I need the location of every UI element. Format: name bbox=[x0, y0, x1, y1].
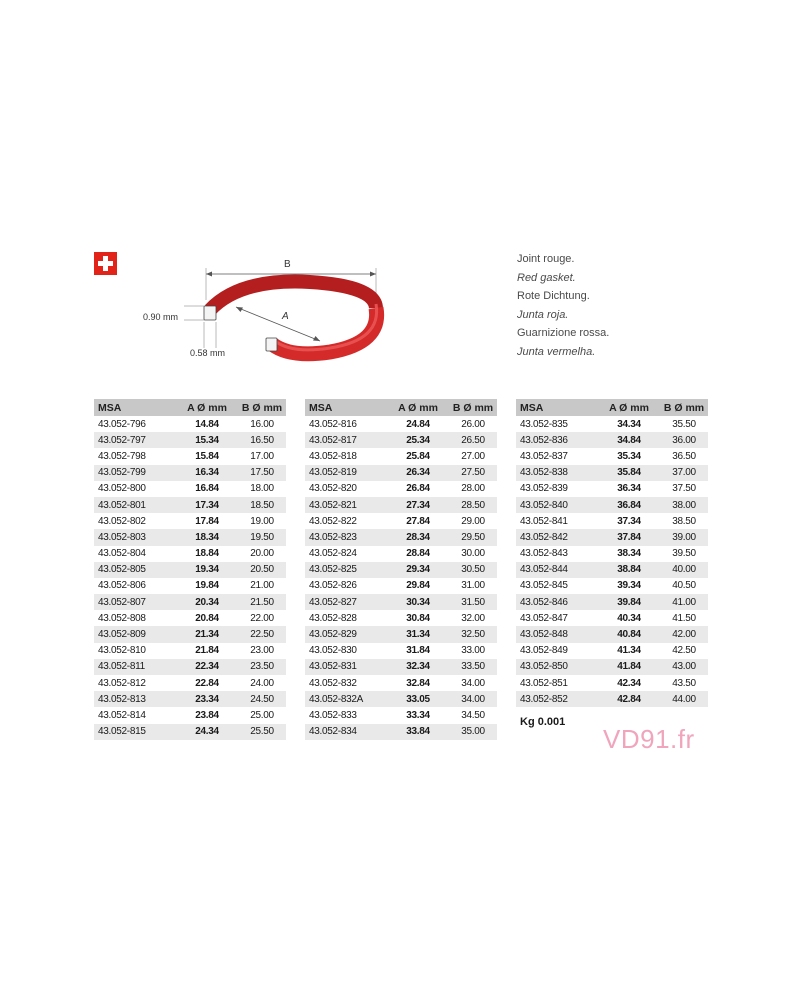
dimension-width-label: 0.58 mm bbox=[190, 348, 226, 358]
b-diameter-cell: 29.00 bbox=[461, 515, 485, 527]
a-diameter-cell: 28.34 bbox=[387, 529, 449, 545]
a-diameter-cell: 39.34 bbox=[617, 580, 641, 592]
table-row bbox=[305, 529, 497, 545]
b-diameter-cell: 17.00 bbox=[250, 450, 274, 462]
b-diameter-cell: 32.50 bbox=[449, 626, 497, 642]
b-diameter-cell: 36.50 bbox=[672, 450, 696, 462]
msa-cell: 43.052-817 bbox=[305, 432, 387, 448]
column-header: A Ø mm bbox=[387, 399, 449, 416]
a-diameter-cell: 27.84 bbox=[406, 515, 430, 527]
msa-cell: 43.052-835 bbox=[520, 418, 568, 430]
b-diameter-cell: 19.50 bbox=[238, 529, 286, 545]
msa-cell: 43.052-828 bbox=[309, 612, 357, 624]
b-diameter-cell: 40.50 bbox=[672, 580, 696, 592]
a-diameter-cell: 40.34 bbox=[617, 612, 641, 624]
msa-cell: 43.052-799 bbox=[94, 465, 176, 481]
a-diameter-cell: 24.84 bbox=[406, 418, 430, 430]
msa-cell: 43.052-798 bbox=[98, 450, 146, 462]
a-diameter-cell: 16.34 bbox=[176, 465, 238, 481]
msa-cell: 43.052-816 bbox=[309, 418, 357, 430]
a-diameter-cell: 23.34 bbox=[176, 691, 238, 707]
a-diameter-cell: 33.34 bbox=[406, 709, 430, 721]
table-row bbox=[305, 481, 497, 497]
column-header: B Ø mm bbox=[449, 399, 497, 416]
a-diameter-cell: 22.84 bbox=[195, 677, 219, 689]
table-row bbox=[516, 610, 708, 626]
msa-cell: 43.052-810 bbox=[98, 645, 146, 657]
dimension-height-label: 0.90 mm bbox=[143, 312, 179, 322]
msa-cell: 43.052-811 bbox=[94, 659, 176, 675]
msa-cell: 43.052-839 bbox=[520, 483, 568, 495]
msa-cell: 43.052-822 bbox=[309, 515, 357, 527]
table-row bbox=[516, 465, 708, 481]
b-diameter-cell: 27.50 bbox=[449, 465, 497, 481]
a-diameter-cell: 34.84 bbox=[598, 432, 660, 448]
table-row bbox=[94, 497, 286, 513]
msa-cell: 43.052-824 bbox=[309, 548, 357, 560]
table-row bbox=[516, 481, 708, 497]
b-diameter-cell: 21.00 bbox=[250, 580, 274, 592]
msa-cell: 43.052-831 bbox=[305, 659, 387, 675]
table-row bbox=[94, 643, 286, 659]
table-row bbox=[94, 724, 286, 740]
b-diameter-cell: 17.50 bbox=[238, 465, 286, 481]
b-diameter-cell: 27.00 bbox=[461, 450, 485, 462]
msa-cell: 43.052-849 bbox=[520, 645, 568, 657]
table-row bbox=[305, 578, 497, 594]
a-diameter-cell: 33.05 bbox=[387, 691, 449, 707]
column-header: B Ø mm bbox=[238, 399, 286, 416]
b-diameter-cell: 20.00 bbox=[250, 548, 274, 560]
table-row bbox=[305, 724, 497, 740]
msa-cell: 43.052-834 bbox=[305, 724, 387, 740]
table-row bbox=[94, 675, 286, 691]
b-diameter-cell: 22.00 bbox=[250, 612, 274, 624]
msa-cell: 43.052-829 bbox=[305, 626, 387, 642]
msa-cell: 43.052-803 bbox=[94, 529, 176, 545]
table-row bbox=[305, 432, 497, 448]
table-row bbox=[94, 691, 286, 707]
b-diameter-cell: 33.00 bbox=[461, 645, 485, 657]
msa-cell: 43.052-838 bbox=[516, 465, 598, 481]
a-diameter-cell: 19.84 bbox=[195, 580, 219, 592]
b-diameter-cell: 43.00 bbox=[660, 659, 708, 675]
msa-cell: 43.052-815 bbox=[94, 724, 176, 740]
msa-cell: 43.052-825 bbox=[305, 562, 387, 578]
msa-cell: 43.052-846 bbox=[516, 594, 598, 610]
msa-cell: 43.052-805 bbox=[94, 562, 176, 578]
table-row bbox=[94, 707, 286, 723]
a-diameter-cell: 25.84 bbox=[406, 450, 430, 462]
table-row bbox=[516, 675, 708, 691]
column-header: A Ø mm bbox=[176, 399, 238, 416]
a-diameter-cell: 19.34 bbox=[176, 562, 238, 578]
gasket-diagram bbox=[130, 248, 400, 373]
watermark: VD91.fr bbox=[603, 724, 695, 754]
table-row bbox=[516, 691, 708, 707]
table-row bbox=[305, 513, 497, 529]
msa-cell: 43.052-812 bbox=[98, 677, 146, 689]
a-diameter-cell: 20.34 bbox=[176, 594, 238, 610]
table-row bbox=[516, 626, 708, 642]
b-diameter-cell: 41.50 bbox=[672, 612, 696, 624]
column-header: MSA bbox=[516, 399, 598, 416]
table-row bbox=[305, 643, 497, 659]
b-diameter-cell: 33.50 bbox=[449, 659, 497, 675]
msa-cell: 43.052-800 bbox=[98, 483, 146, 495]
table-row bbox=[516, 432, 708, 448]
a-diameter-cell: 37.84 bbox=[598, 529, 660, 545]
a-diameter-cell: 36.34 bbox=[617, 483, 641, 495]
msa-cell: 43.052-841 bbox=[520, 515, 568, 527]
table-row bbox=[94, 529, 286, 545]
msa-cell: 43.052-850 bbox=[516, 659, 598, 675]
b-diameter-cell: 42.50 bbox=[672, 645, 696, 657]
a-diameter-cell: 32.84 bbox=[406, 677, 430, 689]
table-row bbox=[94, 546, 286, 562]
b-diameter-cell: 21.50 bbox=[238, 594, 286, 610]
b-diameter-cell: 18.00 bbox=[250, 483, 274, 495]
msa-cell: 43.052-826 bbox=[309, 580, 357, 592]
a-diameter-cell: 26.84 bbox=[406, 483, 430, 495]
dimension-a-label: A bbox=[282, 311, 289, 322]
a-diameter-cell: 16.84 bbox=[195, 483, 219, 495]
a-diameter-cell: 36.84 bbox=[598, 497, 660, 513]
msa-cell: 43.052-843 bbox=[520, 548, 568, 560]
table-row bbox=[516, 578, 708, 594]
msa-cell: 43.052-832A bbox=[305, 691, 387, 707]
msa-cell: 43.052-796 bbox=[98, 418, 146, 430]
a-diameter-cell: 41.84 bbox=[598, 659, 660, 675]
table-row bbox=[516, 513, 708, 529]
msa-cell: 43.052-848 bbox=[516, 626, 598, 642]
a-diameter-cell: 26.34 bbox=[387, 465, 449, 481]
table-row bbox=[516, 546, 708, 562]
a-diameter-cell: 29.34 bbox=[387, 562, 449, 578]
caption-es: Junta roja. bbox=[517, 308, 569, 321]
a-diameter-cell: 22.34 bbox=[176, 659, 238, 675]
msa-cell: 43.052-830 bbox=[309, 645, 357, 657]
msa-cell: 43.052-845 bbox=[520, 580, 568, 592]
msa-cell: 43.052-813 bbox=[94, 691, 176, 707]
msa-cell: 43.052-802 bbox=[98, 515, 146, 527]
column-header: A Ø mm bbox=[598, 399, 660, 416]
caption-it: Guarnizione rossa. bbox=[517, 327, 610, 339]
table-row bbox=[305, 594, 497, 610]
b-diameter-cell: 42.00 bbox=[660, 626, 708, 642]
b-diameter-cell: 38.50 bbox=[672, 515, 696, 527]
a-diameter-cell: 29.84 bbox=[406, 580, 430, 592]
a-diameter-cell: 15.84 bbox=[195, 450, 219, 462]
a-diameter-cell: 17.84 bbox=[195, 515, 219, 527]
msa-cell: 43.052-836 bbox=[516, 432, 598, 448]
b-diameter-cell: 41.00 bbox=[660, 594, 708, 610]
a-diameter-cell: 33.84 bbox=[387, 724, 449, 740]
msa-cell: 43.052-797 bbox=[94, 432, 176, 448]
table-row bbox=[94, 610, 286, 626]
msa-cell: 43.052-808 bbox=[98, 612, 146, 624]
column-header: MSA bbox=[305, 399, 387, 416]
msa-cell: 43.052-844 bbox=[516, 562, 598, 578]
a-diameter-cell: 30.84 bbox=[406, 612, 430, 624]
b-diameter-cell: 25.00 bbox=[250, 709, 274, 721]
a-diameter-cell: 23.84 bbox=[195, 709, 219, 721]
table-row bbox=[305, 465, 497, 481]
table-row bbox=[516, 562, 708, 578]
table-row bbox=[94, 578, 286, 594]
a-diameter-cell: 20.84 bbox=[195, 612, 219, 624]
b-diameter-cell: 16.50 bbox=[238, 432, 286, 448]
table-row bbox=[94, 448, 286, 464]
a-diameter-cell: 21.84 bbox=[195, 645, 219, 657]
table-row bbox=[305, 546, 497, 562]
product-captions bbox=[517, 250, 609, 361]
msa-cell: 43.052-801 bbox=[94, 497, 176, 513]
table-row bbox=[305, 626, 497, 642]
a-diameter-cell: 35.84 bbox=[598, 465, 660, 481]
msa-cell: 43.052-804 bbox=[98, 548, 146, 560]
a-diameter-cell: 35.34 bbox=[617, 450, 641, 462]
b-diameter-cell: 28.50 bbox=[449, 497, 497, 513]
b-diameter-cell: 37.50 bbox=[672, 483, 696, 495]
b-diameter-cell: 37.00 bbox=[660, 465, 708, 481]
a-diameter-cell: 37.34 bbox=[617, 515, 641, 527]
b-diameter-cell: 28.00 bbox=[461, 483, 485, 495]
b-diameter-cell: 39.50 bbox=[672, 548, 696, 560]
weight-label: Kg 0.001 bbox=[520, 716, 566, 728]
a-diameter-cell: 18.34 bbox=[176, 529, 238, 545]
table-row bbox=[305, 610, 497, 626]
msa-cell: 43.052-819 bbox=[305, 465, 387, 481]
b-diameter-cell: 40.00 bbox=[660, 562, 708, 578]
table-row bbox=[305, 416, 497, 432]
a-diameter-cell: 42.34 bbox=[617, 677, 641, 689]
column-header: B Ø mm bbox=[660, 399, 708, 416]
table-row bbox=[94, 594, 286, 610]
b-diameter-cell: 35.50 bbox=[672, 418, 696, 430]
table-row bbox=[305, 691, 497, 707]
a-diameter-cell: 39.84 bbox=[598, 594, 660, 610]
msa-cell: 43.052-821 bbox=[305, 497, 387, 513]
table-row bbox=[94, 416, 286, 432]
b-diameter-cell: 20.50 bbox=[238, 562, 286, 578]
msa-cell: 43.052-852 bbox=[516, 691, 598, 707]
b-diameter-cell: 16.00 bbox=[250, 418, 274, 430]
b-diameter-cell: 44.00 bbox=[660, 691, 708, 707]
b-diameter-cell: 19.00 bbox=[250, 515, 274, 527]
msa-cell: 43.052-832 bbox=[309, 677, 357, 689]
b-diameter-cell: 36.00 bbox=[660, 432, 708, 448]
msa-cell: 43.052-806 bbox=[98, 580, 146, 592]
a-diameter-cell: 21.34 bbox=[176, 626, 238, 642]
table-row bbox=[94, 562, 286, 578]
b-diameter-cell: 34.00 bbox=[449, 691, 497, 707]
table-row bbox=[516, 416, 708, 432]
table-row bbox=[305, 497, 497, 513]
a-diameter-cell: 34.34 bbox=[617, 418, 641, 430]
a-diameter-cell: 38.84 bbox=[598, 562, 660, 578]
b-diameter-cell: 30.00 bbox=[461, 548, 485, 560]
b-diameter-cell: 35.00 bbox=[449, 724, 497, 740]
b-diameter-cell: 31.50 bbox=[449, 594, 497, 610]
table-header-row bbox=[305, 399, 497, 416]
swiss-flag-icon bbox=[94, 252, 117, 275]
caption-pt: Junta vermelha. bbox=[517, 345, 596, 358]
table-row bbox=[305, 707, 497, 723]
caption-en: Red gasket. bbox=[517, 271, 576, 284]
table-row bbox=[94, 626, 286, 642]
size-table-2 bbox=[305, 399, 497, 740]
msa-cell: 43.052-814 bbox=[98, 709, 146, 721]
msa-cell: 43.052-818 bbox=[309, 450, 357, 462]
a-diameter-cell: 30.34 bbox=[387, 594, 449, 610]
a-diameter-cell: 28.84 bbox=[406, 548, 430, 560]
msa-cell: 43.052-847 bbox=[520, 612, 568, 624]
b-diameter-cell: 26.50 bbox=[449, 432, 497, 448]
size-table-1 bbox=[94, 399, 286, 740]
msa-cell: 43.052-827 bbox=[305, 594, 387, 610]
a-diameter-cell: 17.34 bbox=[176, 497, 238, 513]
table-row bbox=[94, 513, 286, 529]
msa-cell: 43.052-820 bbox=[309, 483, 357, 495]
a-diameter-cell: 38.34 bbox=[617, 548, 641, 560]
b-diameter-cell: 18.50 bbox=[238, 497, 286, 513]
b-diameter-cell: 22.50 bbox=[238, 626, 286, 642]
table-row bbox=[516, 659, 708, 675]
caption-de: Rote Dichtung. bbox=[517, 290, 590, 302]
table-row bbox=[94, 659, 286, 675]
msa-cell: 43.052-851 bbox=[520, 677, 568, 689]
table-row bbox=[516, 643, 708, 659]
a-diameter-cell: 31.34 bbox=[387, 626, 449, 642]
b-diameter-cell: 30.50 bbox=[449, 562, 497, 578]
msa-cell: 43.052-842 bbox=[516, 529, 598, 545]
a-diameter-cell: 41.34 bbox=[617, 645, 641, 657]
a-diameter-cell: 24.34 bbox=[176, 724, 238, 740]
b-diameter-cell: 25.50 bbox=[238, 724, 286, 740]
table-row bbox=[94, 432, 286, 448]
b-diameter-cell: 24.00 bbox=[250, 677, 274, 689]
b-diameter-cell: 23.00 bbox=[250, 645, 274, 657]
b-diameter-cell: 38.00 bbox=[660, 497, 708, 513]
table-row bbox=[305, 675, 497, 691]
msa-cell: 43.052-823 bbox=[305, 529, 387, 545]
b-diameter-cell: 23.50 bbox=[238, 659, 286, 675]
table-row bbox=[516, 594, 708, 610]
table-row bbox=[305, 448, 497, 464]
msa-cell: 43.052-807 bbox=[94, 594, 176, 610]
a-diameter-cell: 25.34 bbox=[387, 432, 449, 448]
a-diameter-cell: 40.84 bbox=[598, 626, 660, 642]
a-diameter-cell: 32.34 bbox=[387, 659, 449, 675]
a-diameter-cell: 18.84 bbox=[195, 548, 219, 560]
table-row bbox=[516, 497, 708, 513]
a-diameter-cell: 42.84 bbox=[598, 691, 660, 707]
table-row bbox=[94, 481, 286, 497]
b-diameter-cell: 34.50 bbox=[461, 709, 485, 721]
msa-cell: 43.052-809 bbox=[94, 626, 176, 642]
a-diameter-cell: 27.34 bbox=[387, 497, 449, 513]
table-row bbox=[94, 465, 286, 481]
msa-cell: 43.052-837 bbox=[520, 450, 568, 462]
b-diameter-cell: 39.00 bbox=[660, 529, 708, 545]
a-diameter-cell: 31.84 bbox=[406, 645, 430, 657]
column-header: MSA bbox=[94, 399, 176, 416]
table-header-row bbox=[516, 399, 708, 416]
size-table-3 bbox=[516, 399, 708, 707]
b-diameter-cell: 29.50 bbox=[449, 529, 497, 545]
b-diameter-cell: 31.00 bbox=[461, 580, 485, 592]
caption-fr: Joint rouge. bbox=[517, 253, 575, 265]
dimension-b-label: B bbox=[284, 259, 291, 270]
a-diameter-cell: 15.34 bbox=[176, 432, 238, 448]
b-diameter-cell: 26.00 bbox=[461, 418, 485, 430]
b-diameter-cell: 32.00 bbox=[461, 612, 485, 624]
table-row bbox=[305, 659, 497, 675]
b-diameter-cell: 43.50 bbox=[672, 677, 696, 689]
table-header-row bbox=[94, 399, 286, 416]
a-diameter-cell: 14.84 bbox=[195, 418, 219, 430]
b-diameter-cell: 34.00 bbox=[461, 677, 485, 689]
msa-cell: 43.052-840 bbox=[516, 497, 598, 513]
table-row bbox=[516, 529, 708, 545]
table-row bbox=[305, 562, 497, 578]
msa-cell: 43.052-833 bbox=[309, 709, 357, 721]
table-row bbox=[516, 448, 708, 464]
b-diameter-cell: 24.50 bbox=[238, 691, 286, 707]
